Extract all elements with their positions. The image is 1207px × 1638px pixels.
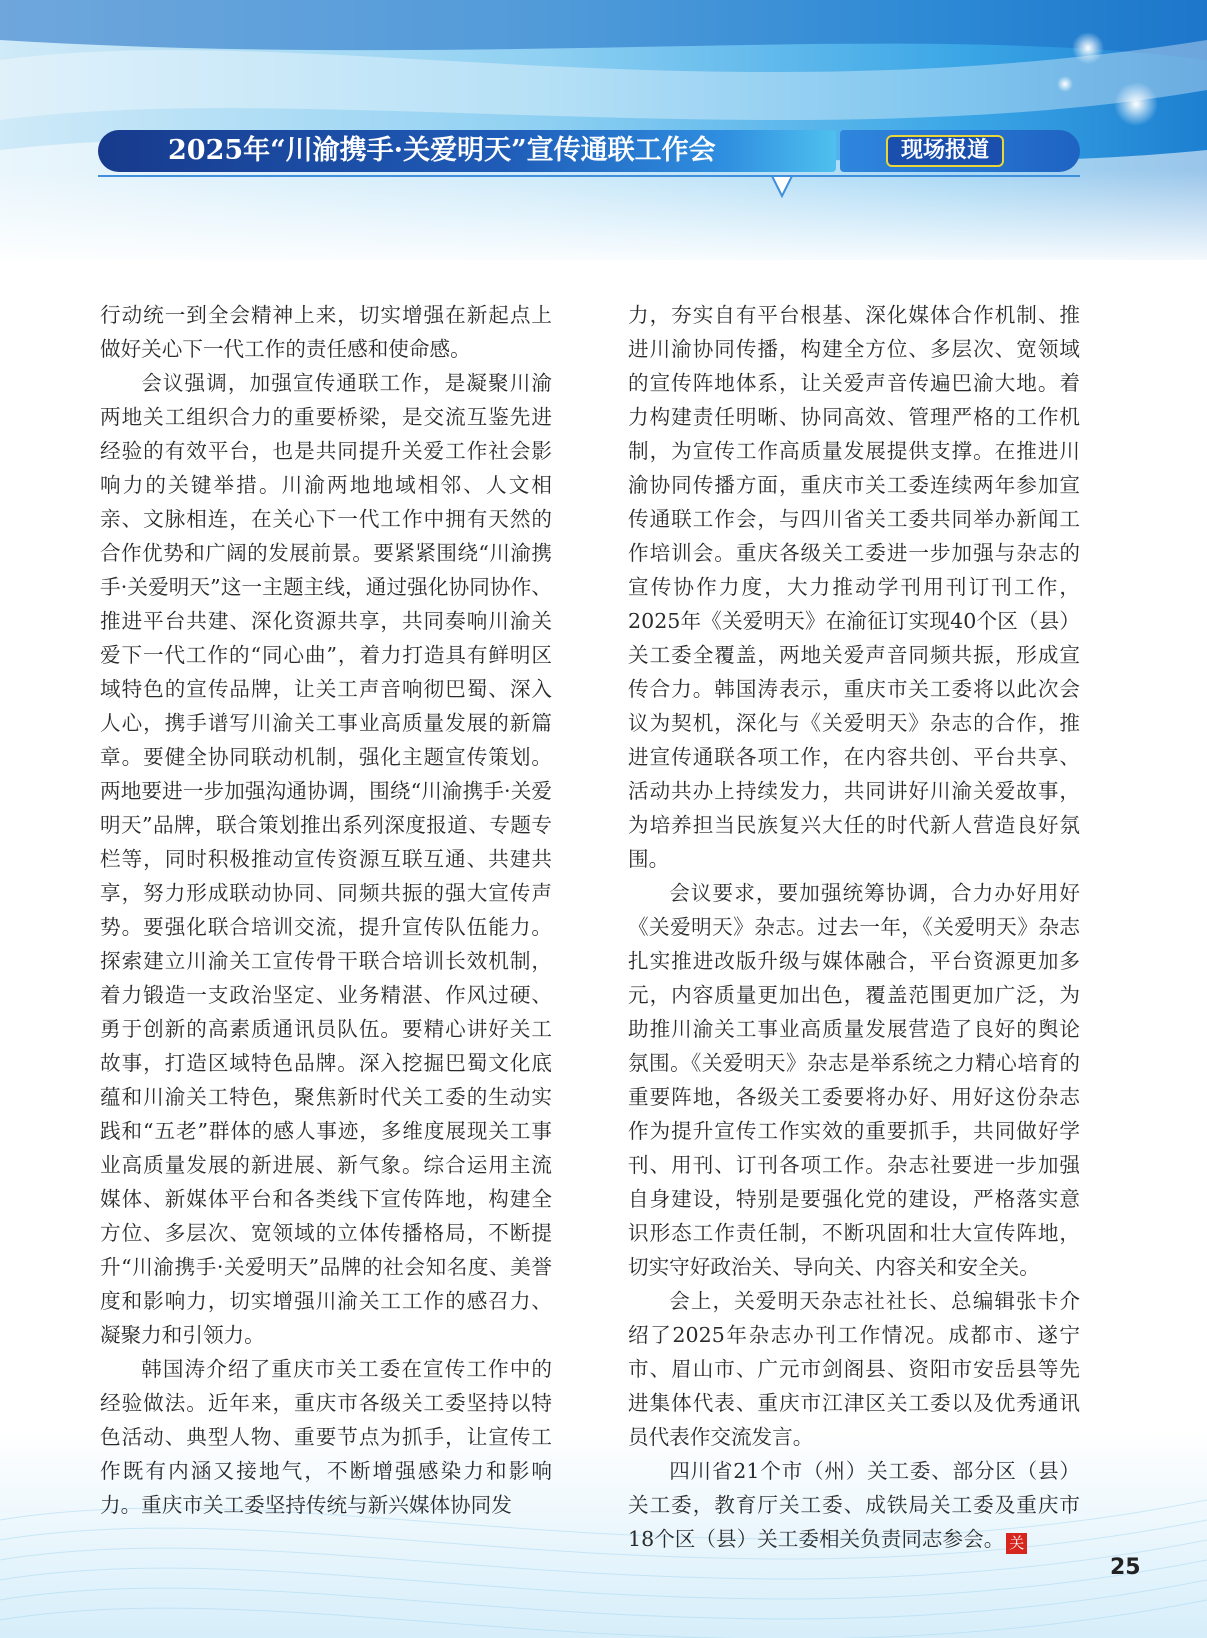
paragraph: 会议强调，加强宣传通联工作，是凝聚川渝两地关工组织合力的重要桥梁，是交流互鉴先进经验的有效平台，也是共同提升关爱工作社会影响力的关键举措。川渝两地地域相邻、人文相亲、文脉相连，在关心下一代工作中拥有天然的合作优势和广阔的发展前景。要紧紧围绕“川渝携手·关爱明天”这一主题主线，通过强化协同协作、推进平台共建、深化资源共享，共同奏响川渝关爱下一代工作的“同心曲”，着力打造具有鲜明区域特色的宣传品牌，让关工声音响彻巴蜀、深入人心，携手谱写川渝关工事业高质量发展的新篇章。要健全协同联动机制，强化主题宣传策划。两地要进一步加强沟通协调，围绕“川渝携手·关爱明天”品牌，联合策划推出系列深度报道、专题专栏等，同时积极推动宣传资源互联互通、共建共享，努力形成联动协同、同频共振的强大宣传声势。要强化联合培训交流，提升宣传队伍能力。探索建立川渝关工宣传骨干联合培训长效机制，着力锻造一支政治坚定、业务精湛、作风过硬、勇于创新的高素质通讯员队伍。要精心讲好关工故事，打造区域特色品牌。深入挖掘巴蜀文化底蕴和川渝关工特色，聚焦新时代关工委的生动实践和“五老”群体的感人事迹，多维度展现关工事业高质量发展的新进展、新气象。综合运用主流媒体、新媒体平台和各类线下宣传阵地，构建全方位、多层次、宽领域的立体传播格局，不断提升“川渝携手·关爱明天”品牌的社会知名度、美誉度和影响力，切实增强川渝关工工作的感召力、凝聚力和引领力。 (100, 371, 552, 1347)
page-number: 25 (1110, 1555, 1141, 1580)
paragraph: 行动统一到全会精神上来，切实增强在新起点上做好关心下一代工作的责任感和使命感。 (100, 303, 552, 361)
paragraph-text: 四川省21个市（州）关工委、部分区（县）关工委，教育厅关工委、成铁局关工委及重庆市18个区（县）关工委相关负责同志参会。 (628, 1459, 1080, 1551)
section-tag: 现场报道 (886, 135, 1004, 167)
page-title: 2025年“川渝携手·关爱明天”宣传通联工作会 (168, 135, 716, 166)
paragraph-last (628, 1454, 1080, 1556)
paragraph: 会上，关爱明天杂志社社长、总编辑张卡介绍了2025年杂志办刊工作情况。成都市、遂宁市、眉山市、广元市剑阁县、资阳市安岳县等先进集体代表、重庆市江津区关工委以及优秀通讯员代表作交流发言。 (628, 1289, 1080, 1449)
header-rule (98, 175, 1080, 177)
paragraph: 韩国涛介绍了重庆市关工委在宣传工作中的经验做法。近年来，重庆市各级关工委坚持以特色活动、典型人物、重要节点为抓手，让宣传工作既有内涵又接地气，不断增强感染力和影响力。重庆市关工委坚持传统与新兴媒体协同发 (100, 1357, 552, 1517)
end-mark-icon: 关 (1006, 1533, 1027, 1554)
left-column (100, 298, 552, 1522)
right-column (628, 298, 1080, 1556)
paragraph: 力，夯实自有平台根基、深化媒体合作机制、推进川渝协同传播，构建全方位、多层次、宽领域的宣传阵地体系，让关爱声音传遍巴渝大地。着力构建责任明晰、协同高效、管理严格的工作机制，为宣传工作高质量发展提供支撑。在推进川渝协同传播方面，重庆市关工委连续两年参加宣传通联工作会，与四川省关工委共同举办新闻工作培训会。重庆各级关工委进一步加强与杂志的宣传协作力度，大力推动学刊用刊订刊工作，2025年《关爱明天》在渝征订实现40个区（县）关工委全覆盖，两地关爱声音同频共振，形成宣传合力。韩国涛表示，重庆市关工委将以此次会议为契机，深化与《关爱明天》杂志的合作，推进宣传通联各项工作，在内容共创、平台共享、活动共办上持续发力，共同讲好川渝关爱故事，为培养担当民族复兴大任的时代新人营造良好氛围。 (628, 303, 1080, 871)
paragraph: 会议要求，要加强统筹协调，合力办好用好《关爱明天》杂志。过去一年，《关爱明天》杂志扎实推进改版升级与媒体融合，平台资源更加多元，内容质量更加出色，覆盖范围更加广泛，为助推川渝关工事业高质量发展营造了良好的舆论氛围。《关爱明天》杂志是举系统之力精心培育的重要阵地，各级关工委要将办好、用好这份杂志作为提升宣传工作实效的重要抓手，共同做好学刊、用刊、订刊各项工作。杂志社要进一步加强自身建设，特别是要强化党的建设，严格落实意识形态工作责任制，不断巩固和壮大宣传阵地，切实守好政治关、导向关、内容关和安全关。 (628, 881, 1080, 1279)
